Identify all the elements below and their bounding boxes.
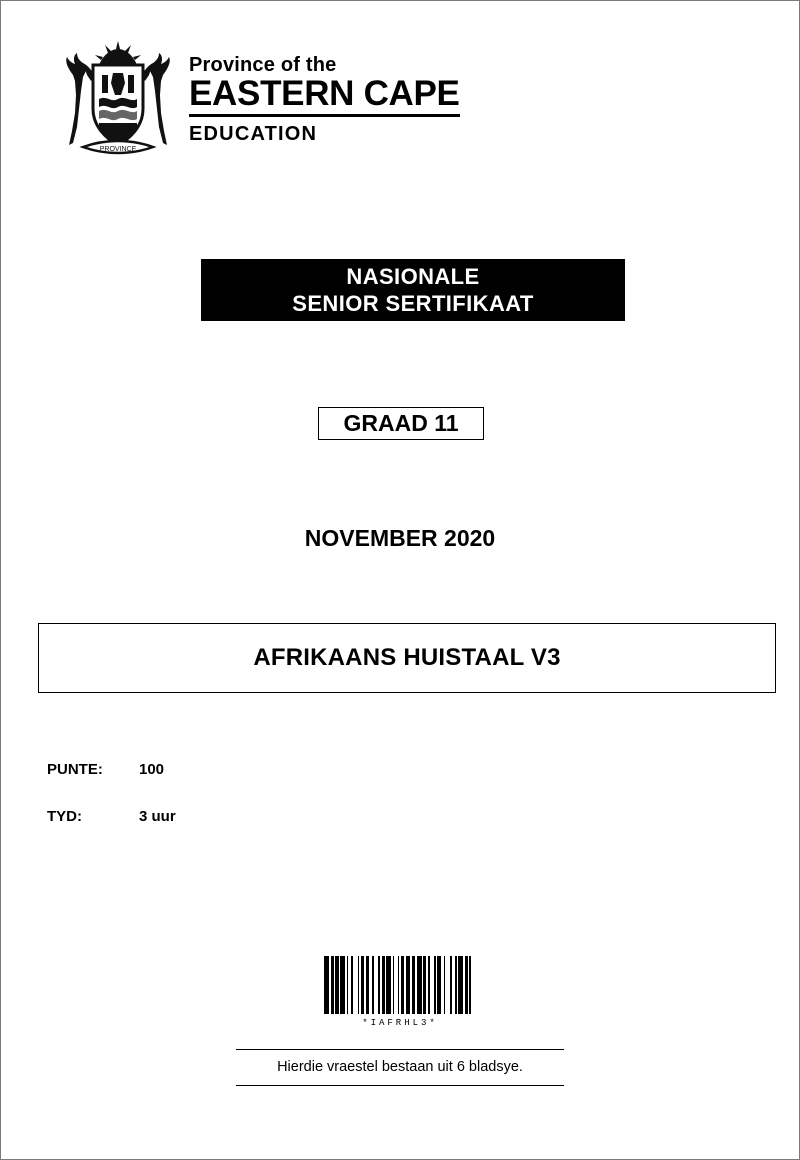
svg-text:PROVINCE: PROVINCE <box>99 146 137 153</box>
grade-label: GRAAD 11 <box>343 410 459 436</box>
banner-line-2: SENIOR SERTIFIKAAT <box>292 291 534 316</box>
banner-line-1: NASIONALE <box>346 263 480 289</box>
meta-row-time <box>47 808 176 825</box>
meta-row-marks <box>47 761 176 778</box>
marks-value: 100 <box>139 761 165 778</box>
barcode-image <box>324 956 476 1014</box>
barcode-caption: *IAFRHL3* <box>362 1018 438 1028</box>
exam-date: NOVEMBER 2020 <box>304 525 496 551</box>
footer-note-text: Hierdie vraestel bestaan uit 6 bladsye. <box>277 1059 523 1075</box>
grade-box <box>318 407 484 440</box>
logo-line-province: Province of the <box>189 54 337 76</box>
province-logo <box>53 35 460 163</box>
page-count-note <box>1 1049 799 1086</box>
subject-title: AFRIKAANS HUISTAAL V3 <box>253 644 561 671</box>
time-label: TYD: <box>47 808 82 825</box>
logo-line-education: EDUCATION <box>189 122 318 145</box>
subject-box <box>38 623 776 693</box>
time-value: 3 uur <box>139 808 176 825</box>
marks-label: PUNTE: <box>47 761 103 778</box>
exam-meta <box>47 761 176 855</box>
eastern-cape-coat-of-arms-icon <box>53 35 183 163</box>
barcode-block <box>1 956 799 1028</box>
logo-line-eastern-cape: EASTERN CAPE <box>189 76 460 117</box>
footer-rule-bottom <box>236 1085 564 1086</box>
certificate-banner <box>201 259 625 321</box>
